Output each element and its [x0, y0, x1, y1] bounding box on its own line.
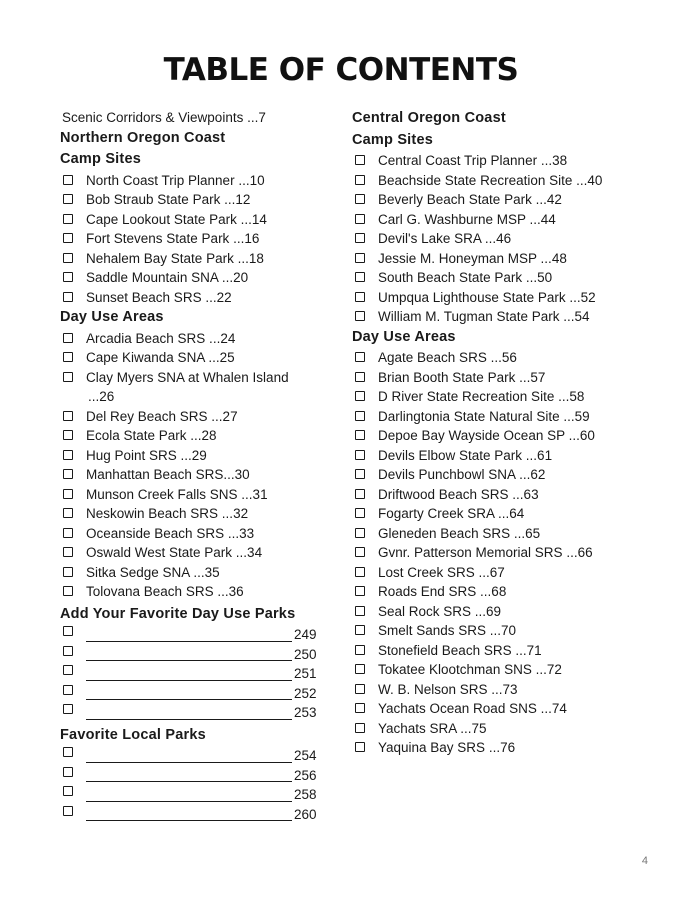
entry-label: Darlingtonia State Natural Site ...59 [378, 408, 590, 424]
checkbox[interactable] [63, 489, 73, 499]
write-in-line[interactable] [86, 640, 292, 642]
list-item[interactable] [352, 426, 652, 446]
list-item[interactable] [60, 504, 330, 524]
camp-sites-heading-north: Camp Sites [60, 151, 141, 167]
checkbox[interactable] [355, 723, 365, 733]
list-item[interactable] [352, 190, 652, 210]
entry-label: Hug Point SRS ...29 [86, 447, 207, 463]
list-item[interactable] [352, 151, 652, 171]
camp-list-central [352, 151, 652, 327]
day-use-heading-north: Day Use Areas [60, 309, 164, 325]
checkbox[interactable] [355, 311, 365, 321]
checkbox[interactable] [63, 214, 73, 224]
blank-entry[interactable] [60, 805, 330, 825]
checkbox[interactable] [63, 430, 73, 440]
list-item[interactable] [352, 288, 652, 308]
entry-label: Devil's Lake SRA ...46 [378, 231, 512, 246]
entry-label: Gvnr. Patterson Memorial SRS ...66 [378, 545, 593, 560]
entry-label: Bob Straub State Park ...12 [86, 192, 251, 207]
entry-label: Carl G. Washburne MSP ...44 [378, 211, 556, 227]
entry-label: Umpqua Lighthouse State Park ...52 [378, 289, 596, 305]
entry-label: North Coast Trip Planner ...10 [86, 172, 265, 188]
blank-entry[interactable] [60, 625, 330, 645]
list-item[interactable] [60, 524, 330, 544]
blank-entry[interactable] [60, 645, 330, 665]
write-in-line[interactable] [86, 780, 292, 782]
entry-label: Fort Stevens State Park ...16 [86, 231, 260, 246]
entry-label: Cape Lookout State Park ...14 [86, 211, 267, 227]
list-item[interactable] [352, 307, 652, 327]
list-item[interactable] [352, 524, 652, 544]
entry-label: Devils Punchbowl SNA ...62 [378, 467, 546, 482]
list-item[interactable] [352, 738, 652, 758]
checkbox[interactable] [355, 175, 365, 185]
checkbox[interactable] [63, 333, 73, 343]
entry-label: Oswald West State Park ...34 [86, 545, 263, 560]
checkbox[interactable] [63, 175, 73, 185]
list-item[interactable] [352, 368, 652, 388]
entry-label: Tokatee Klootchman SNS ...72 [378, 662, 562, 677]
write-in-line[interactable] [86, 800, 292, 802]
checkbox[interactable] [355, 469, 365, 479]
checkbox[interactable] [355, 391, 365, 401]
entry-label: Beverly Beach State Park ...42 [378, 192, 562, 207]
blank-entry[interactable] [60, 785, 330, 805]
checkbox[interactable] [63, 747, 73, 757]
write-in-line[interactable] [86, 761, 292, 763]
checkbox[interactable] [355, 253, 365, 263]
entry-label: Arcadia Beach SRS ...24 [86, 330, 236, 346]
entry-label: D River State Recreation Site ...58 [378, 389, 585, 404]
checkbox[interactable] [355, 567, 365, 577]
entry-continuation: ...26 [88, 389, 115, 404]
list-item[interactable] [352, 210, 652, 230]
entry-label: Fogarty Creek SRA ...64 [378, 506, 525, 521]
checkbox[interactable] [63, 508, 73, 518]
list-item[interactable] [60, 190, 330, 210]
checkbox[interactable] [63, 586, 73, 596]
list-item[interactable] [352, 268, 652, 288]
list-item[interactable] [352, 602, 652, 622]
entry-label: Nehalem Bay State Park ...18 [86, 250, 264, 266]
list-item[interactable] [60, 268, 330, 288]
write-in-line[interactable] [86, 659, 292, 661]
list-item[interactable] [352, 407, 652, 427]
checkbox[interactable] [63, 194, 73, 204]
entry-label: Smelt Sands SRS ...70 [378, 623, 517, 638]
checkbox[interactable] [63, 450, 73, 460]
favorite-day-use-heading: Add Your Favorite Day Use Parks [60, 605, 296, 622]
checkbox[interactable] [355, 508, 365, 518]
checkbox[interactable] [63, 806, 73, 816]
checkbox[interactable] [355, 528, 365, 538]
checkbox[interactable] [63, 547, 73, 557]
page-number: 4 [641, 855, 648, 867]
page-ref: 253 [294, 705, 317, 720]
list-item[interactable] [352, 348, 652, 368]
entry-label: South Beach State Park ...50 [378, 270, 553, 285]
entry-label: Cape Kiwanda SNA ...25 [86, 350, 235, 365]
entry-label: Devils Elbow State Park ...61 [378, 447, 553, 463]
day-list-north [60, 329, 330, 602]
entry-label: Sunset Beach SRS ...22 [86, 289, 232, 305]
page-ref: 250 [294, 646, 317, 662]
checkbox[interactable] [63, 292, 73, 302]
checkbox[interactable] [63, 665, 73, 675]
checkbox[interactable] [63, 567, 73, 577]
camp-sites-heading-central: Camp Sites [352, 131, 433, 148]
entry-label: Munson Creek Falls SNS ...31 [86, 486, 268, 502]
entry-label: Gleneden Beach SRS ...65 [378, 525, 541, 541]
left-column [60, 108, 330, 824]
list-item[interactable] [352, 621, 652, 641]
page-ref: 251 [294, 666, 317, 681]
list-item[interactable] [352, 171, 652, 191]
page-ref: 252 [294, 685, 317, 701]
checkbox[interactable] [63, 646, 73, 656]
list-item[interactable] [352, 543, 652, 563]
list-item[interactable] [60, 288, 330, 308]
write-in-line[interactable] [86, 698, 292, 700]
entry-label: Clay Myers SNA at Whalen Island [86, 369, 289, 385]
entry-label: Neskowin Beach SRS ...32 [86, 506, 249, 521]
list-item[interactable] [60, 229, 330, 249]
favorite-day-use-list [60, 625, 330, 723]
checkbox[interactable] [355, 450, 365, 460]
checkbox[interactable] [355, 606, 365, 616]
list-item[interactable] [60, 465, 330, 485]
checkbox[interactable] [355, 703, 365, 713]
list-item[interactable] [352, 660, 652, 680]
list-item[interactable] [60, 329, 330, 349]
checkbox[interactable] [355, 684, 365, 694]
checkbox[interactable] [63, 685, 73, 695]
region-heading-central: Central Oregon Coast [352, 110, 506, 126]
list-item[interactable] [60, 210, 330, 230]
checkbox[interactable] [355, 194, 365, 204]
scenic-entry[interactable]: Scenic Corridors & Viewpoints ...7 [62, 110, 266, 125]
checkbox[interactable] [355, 586, 365, 596]
entry-label: Yachats SRA ...75 [378, 720, 487, 736]
entry-label: Yachats Ocean Road SNS ...74 [378, 701, 567, 716]
checkbox[interactable] [355, 233, 365, 243]
list-item[interactable] [60, 426, 330, 446]
checkbox[interactable] [355, 742, 365, 752]
camp-list-north [60, 171, 330, 308]
page-ref: 254 [294, 748, 317, 763]
favorite-local-list [60, 746, 330, 824]
checkbox[interactable] [355, 214, 365, 224]
entry-label: Ecola State Park ...28 [86, 428, 217, 443]
checkbox[interactable] [355, 155, 365, 165]
list-item[interactable] [352, 563, 652, 583]
list-item[interactable] [60, 249, 330, 269]
page-title: TABLE OF CONTENTS [163, 52, 519, 88]
checkbox[interactable] [355, 645, 365, 655]
page-ref: 256 [294, 767, 317, 783]
checkbox[interactable] [63, 233, 73, 243]
entry-label: Lost Creek SRS ...67 [378, 564, 505, 580]
checkbox[interactable] [355, 664, 365, 674]
right-column [352, 108, 652, 758]
list-item[interactable] [60, 543, 330, 563]
checkbox[interactable] [355, 372, 365, 382]
list-item[interactable] [60, 407, 330, 427]
checkbox[interactable] [355, 411, 365, 421]
entry-label: Tolovana Beach SRS ...36 [86, 584, 244, 599]
entry-label: W. B. Nelson SRS ...73 [378, 681, 518, 697]
entry-label: Roads End SRS ...68 [378, 584, 507, 599]
entry-label: Jessie M. Honeyman MSP ...48 [378, 250, 567, 266]
day-use-heading-central: Day Use Areas [352, 328, 456, 345]
checkbox[interactable] [355, 625, 365, 635]
write-in-line[interactable] [86, 718, 292, 720]
entry-label: Seal Rock SRS ...69 [378, 603, 502, 619]
write-in-line[interactable] [86, 819, 292, 821]
list-item[interactable] [352, 465, 652, 485]
checkbox[interactable] [63, 411, 73, 421]
list-item[interactable] [60, 348, 330, 368]
checkbox[interactable] [355, 547, 365, 557]
entry-label: Stonefield Beach SRS ...71 [378, 642, 542, 658]
checkbox[interactable] [63, 253, 73, 263]
entry-label: Yaquina Bay SRS ...76 [378, 740, 516, 755]
list-item[interactable] [60, 582, 330, 602]
blank-entry[interactable] [60, 664, 330, 684]
list-item[interactable] [352, 719, 652, 739]
entry-label: Oceanside Beach SRS ...33 [86, 525, 255, 541]
checkbox[interactable] [355, 272, 365, 282]
checkbox[interactable] [63, 272, 73, 282]
checkbox[interactable] [63, 786, 73, 796]
page-ref: 258 [294, 787, 317, 802]
checkbox[interactable] [63, 626, 73, 636]
entry-label: Driftwood Beach SRS ...63 [378, 486, 539, 502]
page-ref: 249 [294, 627, 317, 642]
list-item[interactable] [352, 485, 652, 505]
list-item[interactable] [352, 504, 652, 524]
list-item[interactable] [352, 387, 652, 407]
checkbox[interactable] [63, 704, 73, 714]
checkbox[interactable] [63, 767, 73, 777]
list-item[interactable] [352, 699, 652, 719]
list-item[interactable] [60, 171, 330, 191]
region-heading-north: Northern Oregon Coast [60, 129, 226, 146]
list-item[interactable] [352, 641, 652, 661]
entry-label: William M. Tugman State Park ...54 [378, 309, 590, 324]
entry-label: Del Rey Beach SRS ...27 [86, 408, 238, 424]
entry-label: Beachside State Recreation Site ...40 [378, 172, 603, 188]
blank-entry[interactable] [60, 684, 330, 704]
blank-entry[interactable] [60, 746, 330, 766]
entry-label: Brian Booth State Park ...57 [378, 369, 546, 385]
list-item[interactable] [60, 368, 330, 388]
checkbox[interactable] [355, 489, 365, 499]
list-item[interactable] [352, 582, 652, 602]
blank-entry[interactable] [60, 766, 330, 786]
list-item[interactable] [352, 249, 652, 269]
checkbox[interactable] [63, 352, 73, 362]
page-ref: 260 [294, 806, 317, 822]
entry-label: Agate Beach SRS ...56 [378, 350, 517, 365]
checkbox[interactable] [63, 469, 73, 479]
entry-label: Depoe Bay Wayside Ocean SP ...60 [378, 428, 595, 443]
list-item[interactable] [60, 485, 330, 505]
checkbox[interactable] [63, 528, 73, 538]
write-in-line[interactable] [86, 679, 292, 681]
list-item[interactable] [352, 680, 652, 700]
entry-label: Manhattan Beach SRS...30 [86, 467, 250, 482]
entry-label: Saddle Mountain SNA ...20 [86, 270, 249, 285]
list-item[interactable] [60, 446, 330, 466]
checkbox[interactable] [355, 352, 365, 362]
list-item[interactable] [60, 563, 330, 583]
day-list-central [352, 348, 652, 758]
list-item[interactable] [352, 229, 652, 249]
checkbox[interactable] [63, 372, 73, 382]
entry-label: Central Coast Trip Planner ...38 [378, 153, 568, 168]
favorite-local-heading: Favorite Local Parks [60, 726, 206, 743]
checkbox[interactable] [355, 430, 365, 440]
entry-label: Sitka Sedge SNA ...35 [86, 564, 220, 580]
blank-entry[interactable] [60, 703, 330, 723]
checkbox[interactable] [355, 292, 365, 302]
list-item[interactable] [352, 446, 652, 466]
